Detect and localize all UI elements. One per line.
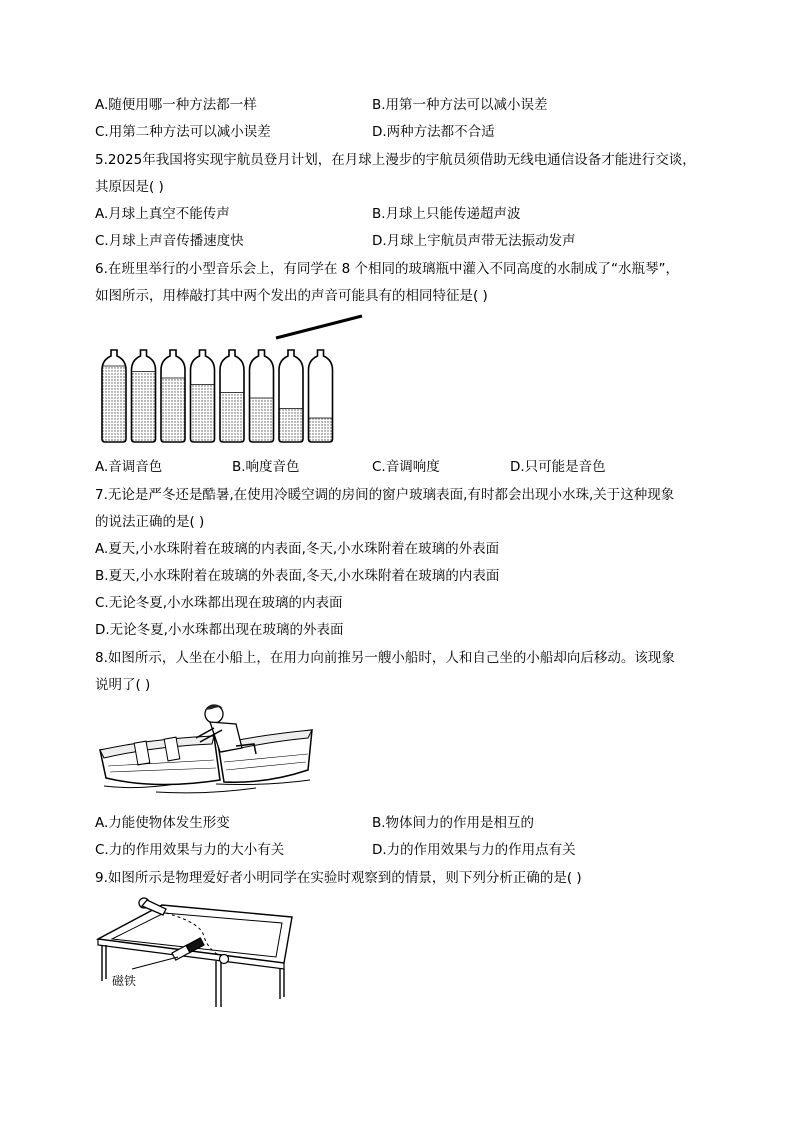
magnet-label: 磁铁 [112, 974, 137, 988]
q5-option-b: B.月球上只能传递超声波 [372, 206, 521, 222]
label-pointer [132, 957, 178, 969]
q6-option-c: C.音调响度 [372, 459, 440, 475]
q7-option-d: D.无论冬夏,小水珠都出现在玻璃的外表面 [95, 622, 344, 638]
q6-stem-line2: 如图所示，用棒敲打其中两个发出的声音可能具有的相同特征是( ) [95, 288, 488, 304]
stick-icon [276, 316, 362, 338]
q5-stem-line2: 其原因是( ) [95, 179, 164, 195]
q4-option-b: B.用第一种方法可以减小误差 [372, 97, 548, 113]
q8-option-d: D.力的作用效果与力的作用点有关 [372, 842, 576, 858]
q6-option-a: A.音调音色 [95, 459, 163, 475]
bottle-water-fill [159, 378, 187, 444]
magnet-ball-table-figure [92, 893, 302, 1009]
q7-option-c: C.无论冬夏,小水珠都出现在玻璃的内表面 [95, 595, 343, 611]
q8-stem-line1: 8.如图所示，人坐在小船上，在用力向前推另一艘小船时，人和自己坐的小船却向后移动。该现象 [95, 650, 675, 666]
bottle-water-fill [189, 384, 217, 444]
bottle-water-fill [218, 392, 246, 444]
q7-stem-line2: 的说法正确的是( ) [95, 514, 205, 530]
q7-option-b: B.夏天,小水珠附着在玻璃的外表面,冬天,小水珠附着在玻璃的内表面 [95, 568, 500, 584]
q5-option-d: D.月球上宇航员声带无法振动发声 [372, 233, 576, 249]
q4-option-d: D.两种方法都不合适 [372, 124, 495, 140]
q6-stem-line1: 6.在班里举行的小型音乐会上，有同学在 8 个相同的玻璃瓶中灌入不同高度的水制成了“水瓶琴”， [95, 261, 680, 277]
q9-stem-line1: 9.如图所示是物理爱好者小明同学在实验时观察到的情景，则下列分析正确的是( ) [95, 870, 582, 886]
bottle-water-fill [277, 408, 305, 444]
q6-option-b: B.响度音色 [232, 459, 300, 475]
boats-push-figure [96, 700, 318, 798]
q5-stem-line1: 5.2025年我国将实现宇航员登月计划，在月球上漫步的宇航员须借助无线电通信设备才能进行交谈， [95, 152, 696, 168]
bottle-water-fill [307, 418, 335, 444]
q8-option-a: A.力能使物体发生形变 [95, 815, 230, 831]
bottle-water-fill [248, 398, 276, 444]
steel-ball-icon [220, 955, 229, 964]
bottle-water-fill [100, 366, 128, 444]
bottle-water-fill [130, 372, 158, 444]
q4-option-c: C.用第二种方法可以减小误差 [95, 124, 271, 140]
q6-option-d: D.只可能是音色 [510, 459, 606, 475]
q8-stem-line2: 说明了( ) [95, 677, 151, 693]
water-bottle-xylophone-figure [96, 310, 366, 450]
q7-stem-line1: 7.无论是严冬还是酷暑,在使用冷暖空调的房间的窗户玻璃表面,有时都会出现小水珠,关于这种现象 [95, 487, 675, 503]
q8-option-c: C.力的作用效果与力的大小有关 [95, 842, 285, 858]
q5-option-c: C.月球上声音传播速度快 [95, 233, 244, 249]
left-boat-icon [100, 736, 220, 785]
q4-option-a: A.随便用哪一种方法都一样 [95, 97, 257, 113]
q5-option-a: A.月球上真空不能传声 [95, 206, 230, 222]
q8-option-b: B.物体间力的作用是相互的 [372, 815, 535, 831]
q7-option-a: A.夏天,小水珠附着在玻璃的内表面,冬天,小水珠附着在玻璃的外表面 [95, 541, 500, 557]
